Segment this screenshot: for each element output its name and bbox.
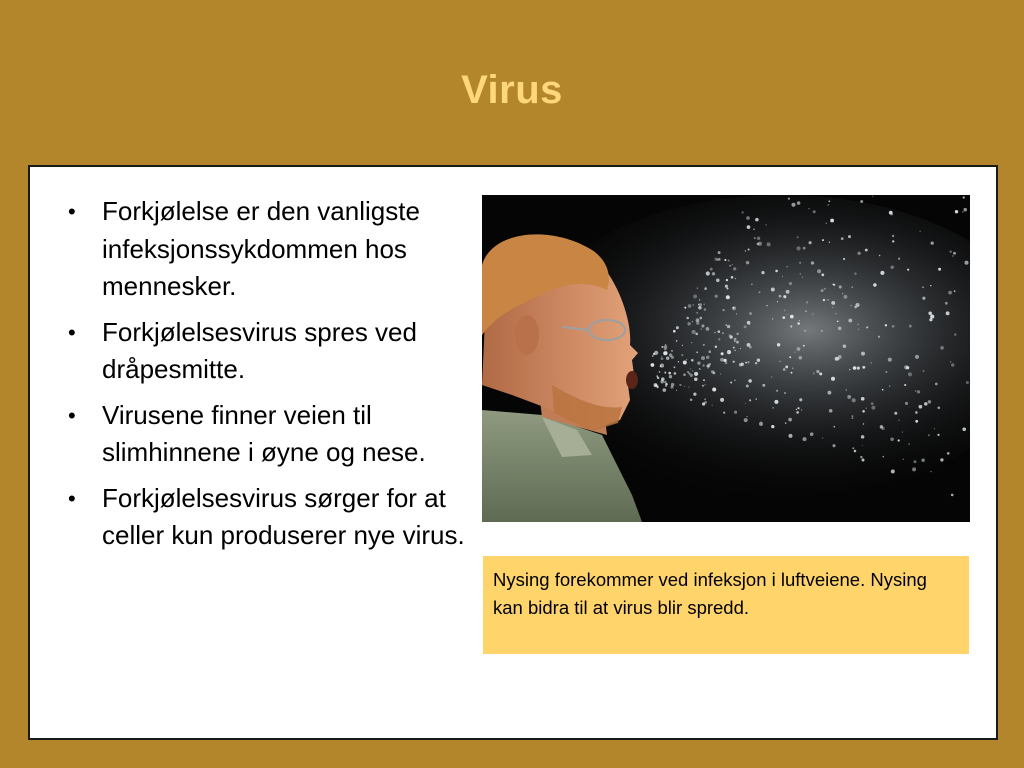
bullet-dot: • — [68, 319, 76, 345]
bullet-item — [68, 480, 468, 555]
slide-title: Virus — [461, 68, 563, 112]
bullet-text: Forkjølelse er den vanligste infeksjonssykdommen hos mennesker. — [102, 196, 420, 301]
bullet-dot: • — [68, 199, 76, 224]
caption-text: Nysing forekommer ved infeksjon i luftveiene. Nysing kan bidra til at virus blir spredd. — [493, 569, 927, 618]
bullet-item — [68, 314, 468, 389]
bullet-text: Virusene finner veien til slimhinnene i øyne og nese. — [102, 399, 426, 467]
bullet-dot: • — [68, 485, 76, 511]
bullet-item — [68, 397, 468, 472]
caption-box — [483, 556, 969, 654]
content-panel — [28, 165, 998, 740]
bullet-dot: • — [68, 402, 76, 428]
sneezing-man-photo — [482, 195, 970, 522]
bullet-list — [68, 193, 468, 563]
bullet-item — [68, 193, 468, 306]
bullet-text: Forkjølelsesvirus spres ved dråpesmitte. — [102, 316, 417, 384]
bullet-text: Forkjølelsesvirus sørger for at celler kun produserer nye virus. — [102, 482, 465, 550]
